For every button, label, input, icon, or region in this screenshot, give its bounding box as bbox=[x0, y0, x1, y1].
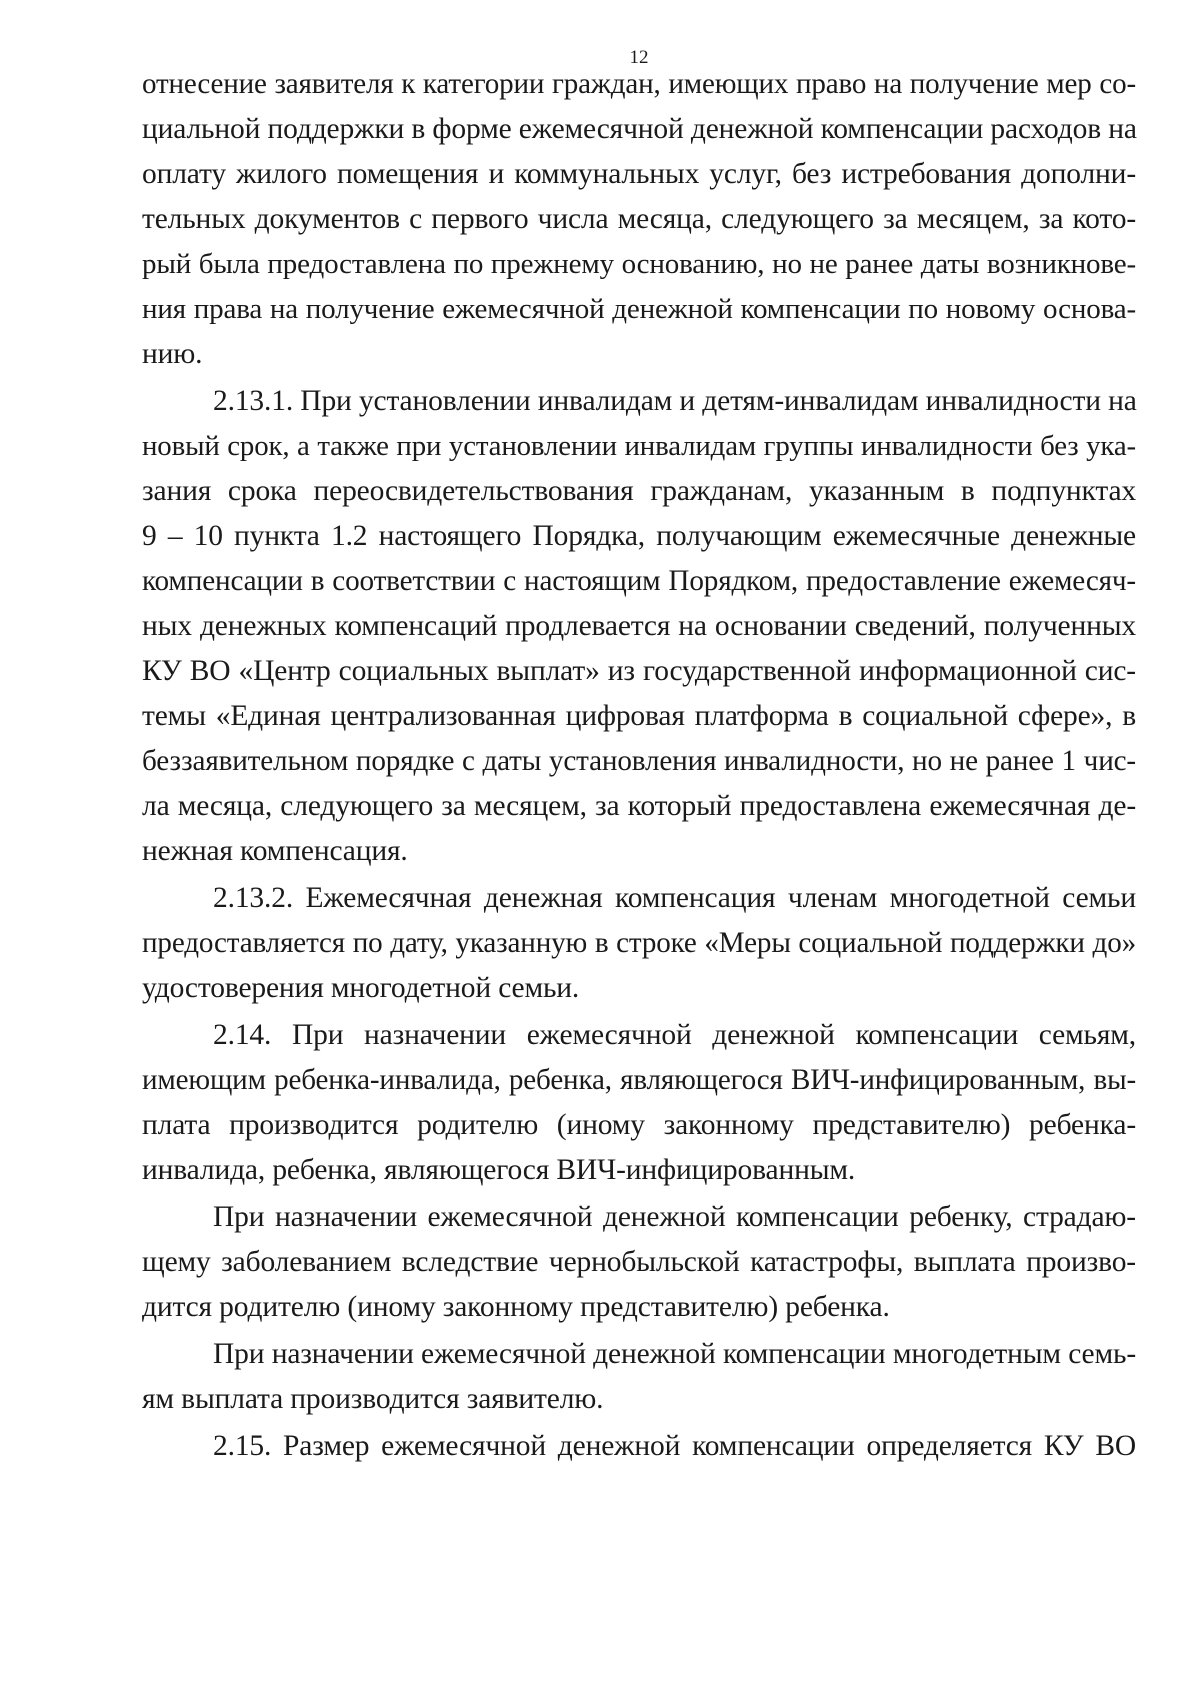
text-line: зания срока переосвидетельствования гражданам, указанным в подпунктах bbox=[142, 475, 1136, 507]
paragraph-start-2-13-2: 2.13.2. Ежемесячная денежная компенсация членам многодетной семьи bbox=[213, 882, 1136, 914]
text-line: беззаявительном порядке с даты установления инвалидности, но не ранее 1 чис- bbox=[142, 745, 1136, 777]
text-line: отнесение заявителя к категории граждан, имеющих право на получение мер со- bbox=[142, 68, 1136, 100]
paragraph-start-2-13-1: 2.13.1. При установлении инвалидам и детям-инвалидам инвалидности на bbox=[213, 385, 1137, 417]
text-line: удостоверения многодетной семьи. bbox=[142, 972, 580, 1004]
text-line: компенсации в соответствии с настоящим Порядком, предоставление ежемесяч- bbox=[142, 565, 1136, 597]
text-line: ния права на получение ежемесячной денежной компенсации по новому основа- bbox=[142, 293, 1136, 325]
text-line: дится родителю (иному законному представителю) ребенка. bbox=[142, 1291, 890, 1323]
text-line: рый была предоставлена по прежнему основанию, но не ранее даты возникнове- bbox=[142, 248, 1136, 280]
text-line: нежная компенсация. bbox=[142, 835, 408, 867]
text-line: предоставляется по дату, указанную в строке «Меры социальной поддержки до» bbox=[142, 927, 1136, 959]
text-line: имеющим ребенка-инвалида, ребенка, являющегося ВИЧ-инфицированным, вы- bbox=[142, 1064, 1136, 1096]
paragraph-start: При назначении ежемесячной денежной компенсации ребенку, страдаю- bbox=[213, 1201, 1136, 1233]
paragraph-start-2-14: 2.14. При назначении ежемесячной денежной компенсации семьям, bbox=[213, 1019, 1136, 1051]
text-line: плата производится родителю (иному законному представителю) ребенка- bbox=[142, 1109, 1136, 1141]
text-line: новый срок, а также при установлении инвалидам группы инвалидности без ука- bbox=[142, 430, 1136, 462]
text-line: щему заболеванием вследствие чернобыльской катастрофы, выплата произво- bbox=[142, 1246, 1136, 1278]
text-line: ям выплата производится заявителю. bbox=[142, 1383, 604, 1415]
paragraph-start: При назначении ежемесячной денежной компенсации многодетным семь- bbox=[213, 1338, 1136, 1370]
paragraph-start-2-15: 2.15. Размер ежемесячной денежной компенсации определяется КУ ВО bbox=[213, 1430, 1136, 1462]
text-line: циальной поддержки в форме ежемесячной денежной компенсации расходов на bbox=[142, 113, 1137, 145]
page-number: 12 bbox=[629, 47, 649, 68]
text-line: КУ ВО «Центр социальных выплат» из государственной информационной сис- bbox=[142, 655, 1136, 687]
text-line: оплату жилого помещения и коммунальных услуг, без истребования дополни- bbox=[142, 158, 1136, 190]
text-line: темы «Единая централизованная цифровая платформа в социальной сфере», в bbox=[142, 700, 1136, 732]
text-line: 9 – 10 пункта 1.2 настоящего Порядка, получающим ежемесячные денежные bbox=[142, 520, 1136, 552]
text-line: ла месяца, следующего за месяцем, за который предоставлена ежемесячная де- bbox=[142, 790, 1136, 822]
text-line: инвалида, ребенка, являющегося ВИЧ-инфицированным. bbox=[142, 1154, 856, 1186]
text-line: ных денежных компенсаций продлевается на основании сведений, полученных bbox=[142, 610, 1136, 642]
text-line: нию. bbox=[142, 338, 203, 370]
text-line: тельных документов с первого числа месяца, следующего за месяцем, за кото- bbox=[142, 203, 1136, 235]
